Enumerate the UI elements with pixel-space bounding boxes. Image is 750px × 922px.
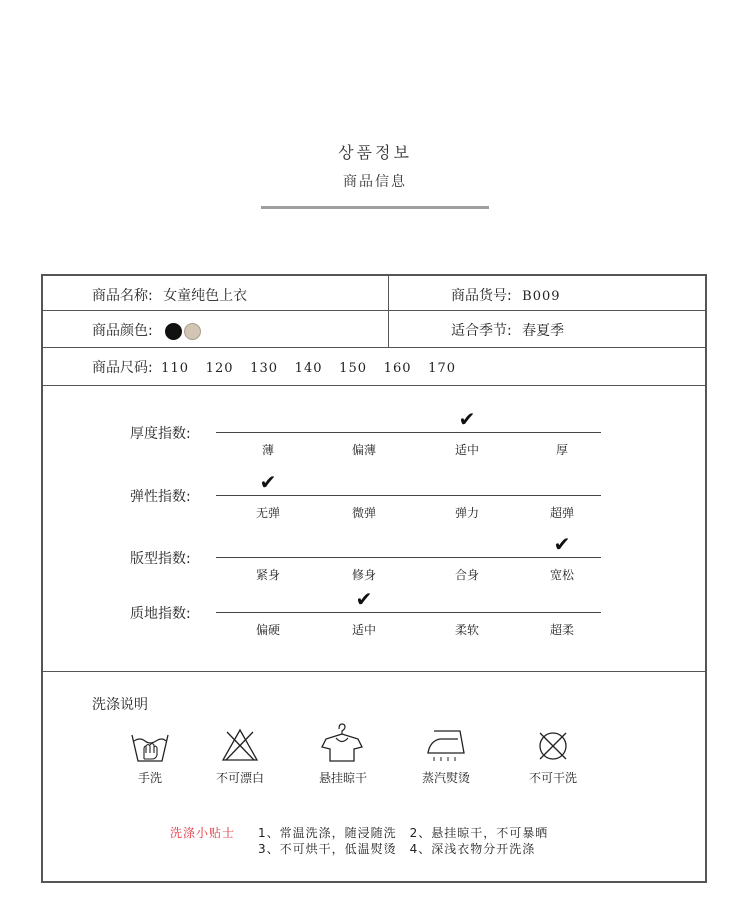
size-option: 140 [294, 361, 323, 376]
no-dry-clean-icon [536, 729, 570, 763]
index-label: 质地指数: [130, 606, 191, 622]
index-option: 弹力 [454, 506, 479, 520]
index-option: 适中 [454, 443, 479, 457]
size-option: 150 [339, 361, 367, 376]
row-divider [43, 310, 707, 311]
index-option: 厚 [555, 443, 568, 457]
wash-instructions-title: 洗涤说明 [92, 697, 148, 713]
size-option: 110 [161, 361, 189, 376]
size-option: 130 [250, 361, 278, 376]
index-option: 超弹 [549, 506, 574, 520]
size-option: 160 [383, 361, 412, 376]
index-label: 弹性指数: [130, 489, 191, 505]
check-icon: ✔ [553, 532, 571, 556]
product-size-row [92, 357, 473, 377]
index-option: 偏硬 [255, 623, 280, 637]
page-title-korean: 상품정보 [338, 143, 412, 162]
hang-dry-icon [320, 721, 364, 763]
index-option: 偏薄 [351, 443, 376, 457]
index-option: 适中 [351, 623, 376, 637]
wash-label-steam-iron: 蒸汽熨烫 [421, 771, 470, 785]
check-icon: ✔ [259, 470, 277, 494]
wash-label-no-dry-clean: 不可干洗 [528, 771, 577, 785]
product-season-value: 春夏季 [522, 323, 565, 339]
product-sku-label: 商品货号: [451, 288, 512, 304]
size-option: 120 [205, 361, 234, 376]
wash-label-no-bleach: 不可漂白 [215, 771, 264, 785]
index-option: 合身 [454, 568, 479, 582]
index-option: 薄 [261, 443, 274, 457]
product-season-row [451, 320, 564, 340]
column-divider [388, 276, 389, 347]
product-size-label: 商品尺码: [92, 360, 153, 376]
page-title-chinese: 商品信息 [343, 174, 407, 190]
product-name-value: 女童纯色上衣 [163, 288, 248, 304]
product-color-row [92, 320, 203, 340]
product-name-label: 商品名称: [92, 288, 153, 304]
index-option: 柔软 [454, 623, 479, 637]
size-option: 170 [428, 361, 456, 376]
size-list [161, 360, 473, 376]
index-option: 超柔 [549, 623, 574, 637]
product-season-label: 适合季节: [451, 323, 512, 339]
product-name-row [92, 285, 247, 305]
index-scale-line [216, 557, 601, 558]
title-underline [261, 206, 489, 209]
index-option: 修身 [351, 568, 376, 582]
index-option: 紧身 [255, 568, 280, 582]
index-scale-line [216, 495, 601, 496]
wash-tips-title: 洗涤小贴士 [170, 826, 236, 840]
product-sku-row [451, 285, 561, 305]
index-scale-line [216, 612, 601, 613]
check-icon: ✔ [458, 407, 476, 431]
index-option: 无弹 [255, 506, 280, 520]
wash-tip-line: 1、常温洗涤，随浸随洗 2、悬挂晾干，不可暴晒 [258, 826, 549, 840]
row-divider [43, 385, 707, 386]
wash-label-hand-wash: 手洗 [137, 771, 162, 785]
no-bleach-icon [221, 728, 259, 762]
index-option: 宽松 [549, 568, 574, 582]
color-swatches [165, 323, 203, 339]
row-divider [43, 671, 707, 672]
wash-label-hang-dry: 悬挂晾干 [318, 771, 367, 785]
color-swatch [165, 323, 182, 340]
index-option: 微弹 [351, 506, 376, 520]
index-label: 厚度指数: [130, 426, 191, 442]
hand-wash-icon [130, 733, 170, 763]
index-label: 版型指数: [130, 551, 191, 567]
color-swatch [184, 323, 201, 340]
row-divider [43, 347, 707, 348]
check-icon: ✔ [355, 587, 373, 611]
index-scale-line [216, 432, 601, 433]
wash-tip-line: 3、不可烘干，低温熨烫 4、深浅衣物分开洗涤 [258, 842, 536, 856]
product-color-label: 商品颜色: [92, 323, 153, 339]
steam-iron-icon [424, 727, 468, 763]
product-sku-value: B009 [522, 289, 561, 304]
